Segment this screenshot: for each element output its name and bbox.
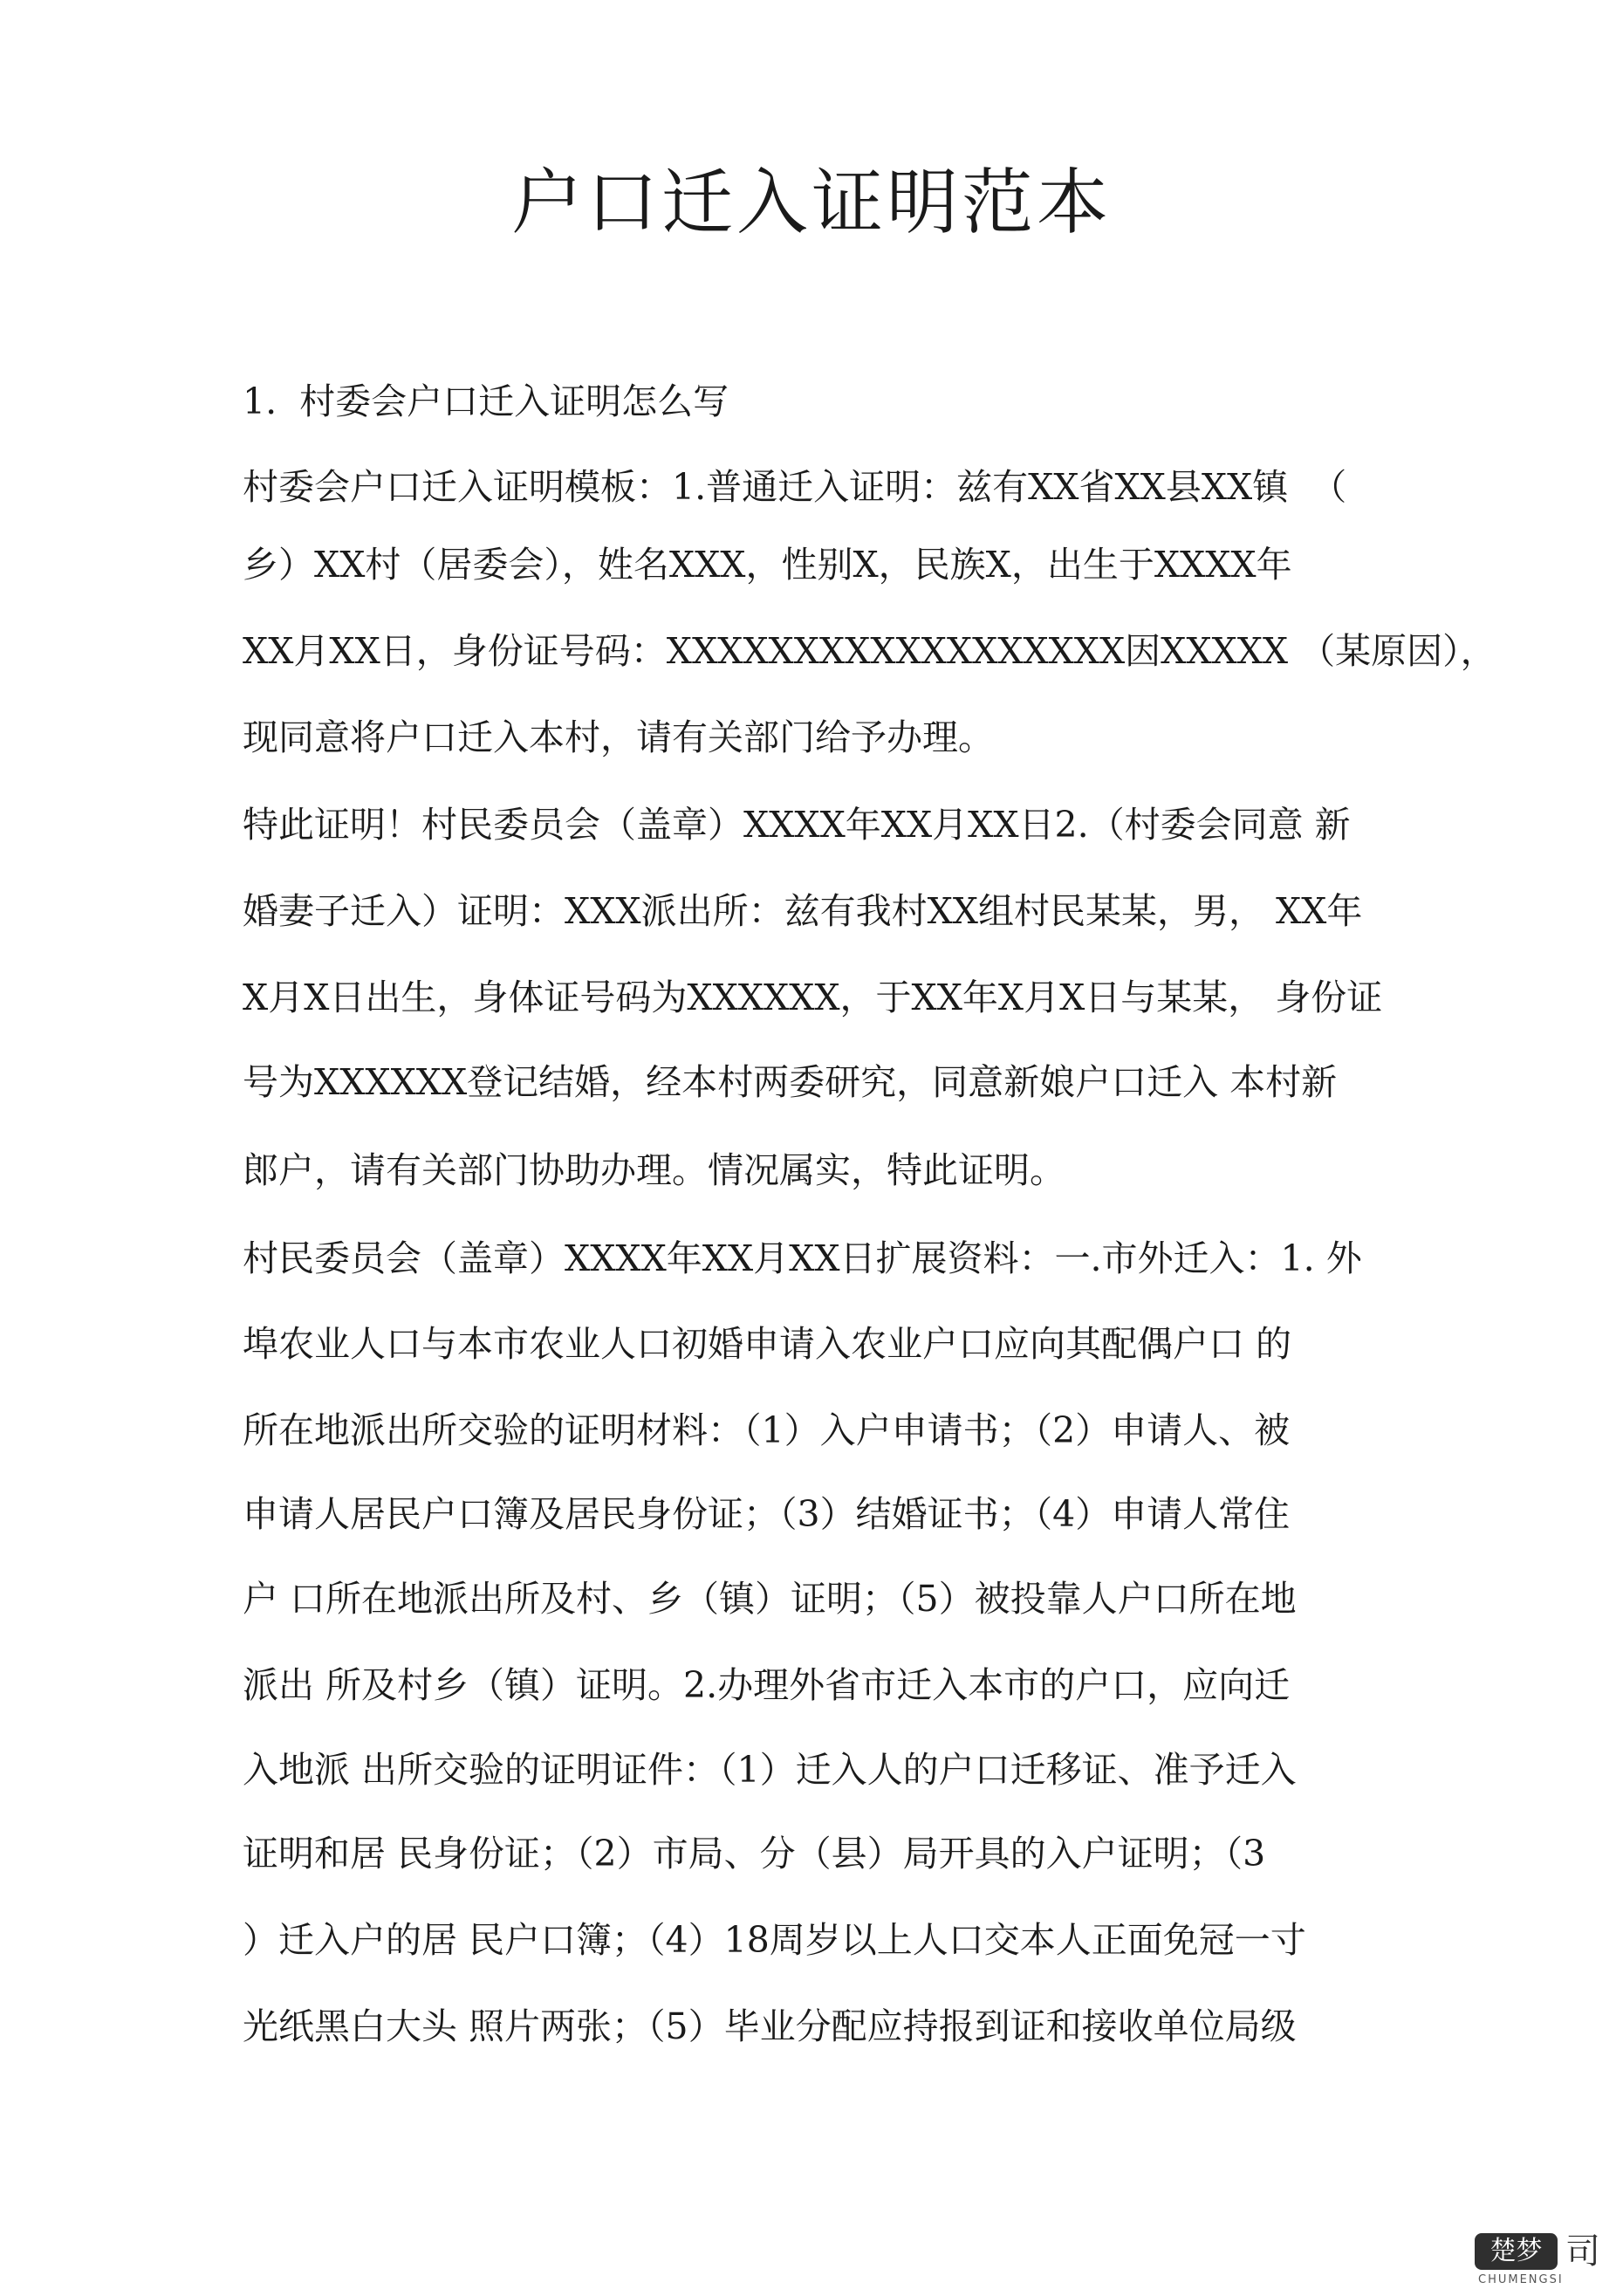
text-line: 1. 村委会户口迁入证明怎么写 [243, 380, 729, 422]
text-line: 申请人居民户口簿及居民身份证；（3）结婚证书；（4）申请人常住 [243, 1493, 1291, 1535]
text-line: 村委会户口迁入证明模板：1.普通迁入证明：兹有XX省XX县XX镇 （ [243, 466, 1347, 508]
text-line: XX月XX日，身份证号码：XXXXXXXXXXXXXXXXXX因XXXXX （某原因）， [243, 630, 1496, 672]
watermark-box: 楚梦 [1475, 2233, 1558, 2270]
text-line: 入地派 出所交验的证明证件：（1）迁入人的户口迁移证、准予迁入 [243, 1749, 1297, 1791]
text-line: ）迁入户的居 民户口簿；（4）18周岁以上人口交本人正面免冠一寸 [243, 1919, 1306, 1961]
text-line: 埠农业人口与本市农业人口初婚申请入农业户口应向其配偶户口 的 [243, 1323, 1292, 1365]
watermark-char: 司 [1565, 2231, 1600, 2272]
text-line: 户 口所在地派出所及村、乡（镇）证明；（5）被投靠人户口所在地 [243, 1578, 1297, 1620]
watermark-logo [1475, 2230, 1610, 2286]
text-line: 现同意将户口迁入本村，请有关部门给予办理。 [243, 716, 994, 758]
text-line: 郎户，请有关部门协助办理。情况属实，特此证明。 [243, 1149, 1065, 1191]
text-line: 乡）XX村（居委会），姓名XXX，性别X，民族X，出生于XXXX年 [243, 544, 1292, 586]
text-line: 婚妻子迁入）证明：XXX派出所：兹有我村XX组村民某某，男， XX年 [243, 890, 1363, 932]
text-line: 派出 所及村乡（镇）证明。2.办理外省市迁入本市的户口，应向迁 [243, 1664, 1291, 1706]
text-line: 证明和居 民身份证；（2）市局、分（县）局开具的入户证明；（3 [243, 1833, 1266, 1874]
text-line: 特此证明！村民委员会（盖章）XXXX年XX月XX日2.（村委会同意 新 [243, 804, 1351, 846]
text-line: 所在地派出所交验的证明材料：（1）入户申请书；（2）申请人、被 [243, 1409, 1291, 1451]
text-line: X月X日出生，身体证号码为XXXXXX，于XX年X月X日与某某， 身份证 [243, 977, 1383, 1018]
text-line: 光纸黑白大头 照片两张；（5）毕业分配应持报到证和接收单位局级 [243, 2005, 1297, 2047]
watermark-subtext: CHUMENGSI [1478, 2273, 1564, 2286]
text-line: 号为XXXXXX登记结婚，经本村两委研究，同意新娘户口迁入 本村新 [243, 1061, 1338, 1103]
text-line: 村民委员会（盖章）XXXX年XX月XX日扩展资料：一.市外迁入：1. 外 [243, 1237, 1362, 1279]
document-title: 户口迁入证明范本 [510, 161, 1112, 244]
